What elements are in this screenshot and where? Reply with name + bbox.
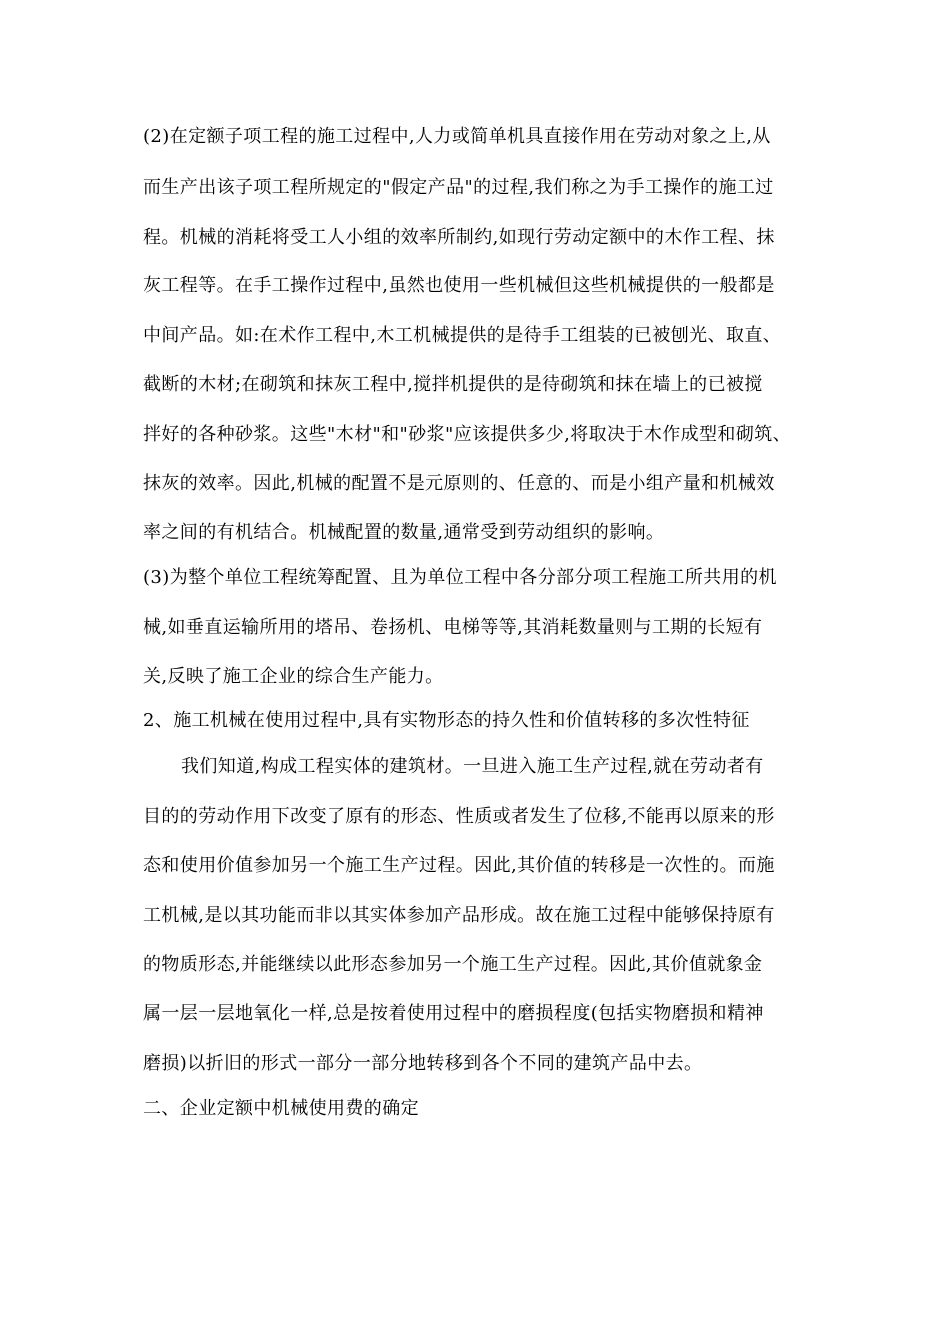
paragraph-line-9: 率之间的有机结合。机械配置的数量,通常受到劳动组织的影响。 xyxy=(143,522,665,543)
paragraph-line-3: 程。机械的消耗将受工人小组的效率所制约,如现行劳动定额中的木作工程、抹 xyxy=(143,227,775,248)
paragraph-line-2: 而生产出该子项工程所规定的"假定产品"的过程,我们称之为手工操作的施工过 xyxy=(143,177,774,198)
section-heading-2: 2、施工机械在使用过程中,具有实物形态的持久性和价值转移的多次性特征 xyxy=(143,710,750,731)
paragraph-line-18: 的物质形态,并能继续以此形态参加另一个施工生产过程。因此,其价值就象金 xyxy=(143,954,763,975)
paragraph-line-8: 抹灰的效率。因此,机械的配置不是元原则的、任意的、而是小组产量和机械效 xyxy=(143,473,775,494)
paragraph-line-7: 拌好的各种砂浆。这些"木材"和"砂浆"应该提供多少,将取决于木作成型和砌筑、 xyxy=(143,424,792,445)
paragraph-line-1: (2)在定额子项工程的施工过程中,人力或简单机具直接作用在劳动对象之上,从 xyxy=(143,126,771,147)
section-heading-ii: 二、企业定额中机械使用费的确定 xyxy=(143,1098,419,1119)
paragraph-line-20: 磨损)以折旧的形式一部分一部分地转移到各个不同的建筑产品中去。 xyxy=(143,1053,703,1074)
paragraph-line-15: 目的的劳动作用下改变了原有的形态、性质或者发生了位移,不能再以原来的形 xyxy=(143,806,775,827)
paragraph-line-16: 态和使用价值参加另一个施工生产过程。因此,其价值的转移是一次性的。而施 xyxy=(143,855,775,876)
paragraph-line-14: 我们知道,构成工程实体的建筑材。一旦进入施工生产过程,就在劳动者有 xyxy=(181,756,764,777)
paragraph-line-11: 械,如垂直运输所用的塔吊、卷扬机、电梯等等,其消耗数量则与工期的长短有 xyxy=(143,617,763,638)
paragraph-line-5: 中间产品。如:在术作工程中,木工机械提供的是待手工组装的已被刨光、取直、 xyxy=(143,325,782,346)
paragraph-line-12: 关,反映了施工企业的综合生产能力。 xyxy=(143,666,444,687)
paragraph-line-17: 工机械,是以其功能而非以其实体参加产品形成。故在施工过程中能够保持原有 xyxy=(143,905,775,926)
paragraph-line-6: 截断的木材;在砌筑和抹灰工程中,搅拌机提供的是待砌筑和抹在墙上的已被搅 xyxy=(143,374,763,395)
paragraph-line-19: 属一层一层地氧化一样,总是按着使用过程中的磨损程度(包括实物磨损和精神 xyxy=(143,1003,764,1024)
paragraph-line-4: 灰工程等。在手工操作过程中,虽然也使用一些机械但这些机械提供的一般都是 xyxy=(143,275,775,296)
paragraph-line-10: (3)为整个单位工程统筹配置、且为单位工程中各分部分项工程施工所共用的机 xyxy=(143,567,777,588)
